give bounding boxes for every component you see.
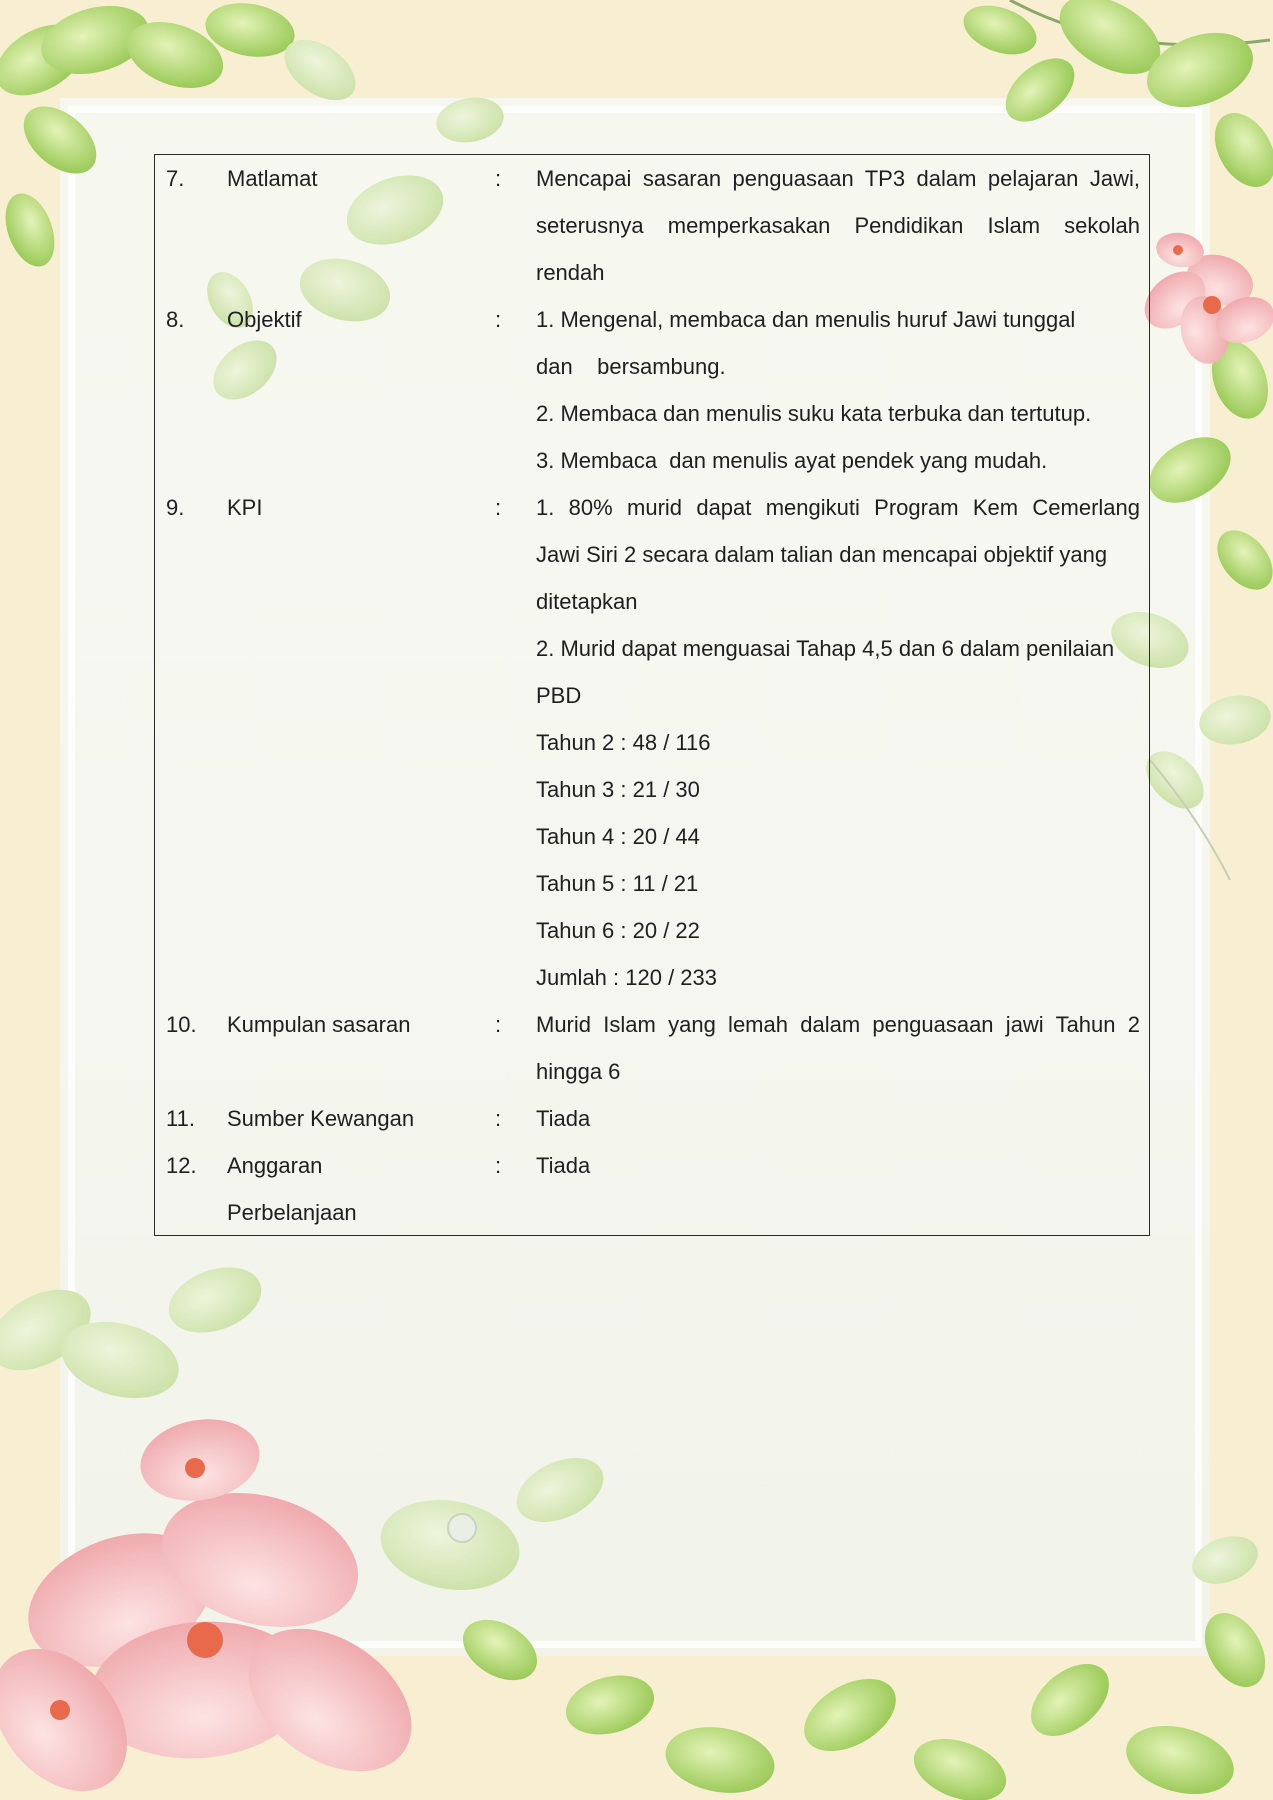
item-label: Sumber Kewangan [227,1106,415,1131]
value-line: dan bersambung. [536,354,726,379]
value-line: 2. Membaca dan menulis suku kata terbuka dan tertutup. [536,401,1092,426]
item-label [227,1142,467,1236]
item-value [536,155,1140,296]
document-table [154,154,1150,1236]
value-line: rendah [536,260,605,285]
label-line: Anggaran [227,1153,323,1178]
value-line: Tahun 5 : 11 / 21 [536,871,699,896]
label-line: Perbelanjaan [227,1200,357,1225]
item-value [536,484,1140,1001]
item-value [536,1142,1140,1189]
value-line: Mencapai sasaran penguasaan TP3 dalam pelajaran Jawi, [536,166,1140,191]
value-line: Tahun 2 : 48 / 116 [536,730,711,755]
item-number: 10. [166,1012,197,1037]
value-line: seterusnya memperkasakan Pendidikan Islam sekolah [536,213,1140,238]
item-number: 12. [166,1153,197,1178]
item-value [536,296,1140,484]
item-colon: : [495,1012,502,1037]
value-line: 3. Membaca dan menulis ayat pendek yang mudah. [536,448,1048,473]
value-line: Jawi Siri 2 secara dalam talian dan mencapai objektif yang [536,542,1108,567]
item-number: 11. [166,1106,195,1131]
item-colon: : [495,495,502,520]
value-line: 2. Murid dapat menguasai Tahap 4,5 dan 6 dalam penilaian [536,636,1115,661]
item-label: Matlamat [227,166,318,191]
value-line: Jumlah : 120 / 233 [536,965,718,990]
item-label: Objektif [227,307,302,332]
item-colon: : [495,1106,502,1131]
value-line: Tahun 4 : 20 / 44 [536,824,700,849]
item-colon: : [495,1153,502,1178]
value-line: 1. 80% murid dapat mengikuti Program Kem Cemerlang [536,495,1140,520]
item-colon: : [495,307,502,332]
value-line: Tiada [536,1106,591,1131]
value-line: 1. Mengenal, membaca dan menulis huruf Jawi tunggal [536,307,1076,332]
value-line: Tahun 3 : 21 / 30 [536,777,700,802]
value-line: Tiada [536,1153,591,1178]
item-label: Kumpulan sasaran [227,1012,411,1037]
flower-bottom-left [0,1410,438,1800]
item-value [536,1095,1140,1142]
value-line: Murid Islam yang lemah dalam penguasaan jawi Tahun 2 [536,1012,1140,1037]
item-number: 7. [166,166,185,191]
value-line: Tahun 6 : 20 / 22 [536,918,700,943]
item-label: KPI [227,495,263,520]
flower-top-right [1134,229,1273,368]
item-number: 8. [166,307,185,332]
item-value [536,1001,1140,1095]
item-number: 9. [166,495,185,520]
value-line: hingga 6 [536,1059,621,1084]
value-line: ditetapkan [536,589,638,614]
value-line: PBD [536,683,582,708]
item-colon: : [495,166,502,191]
